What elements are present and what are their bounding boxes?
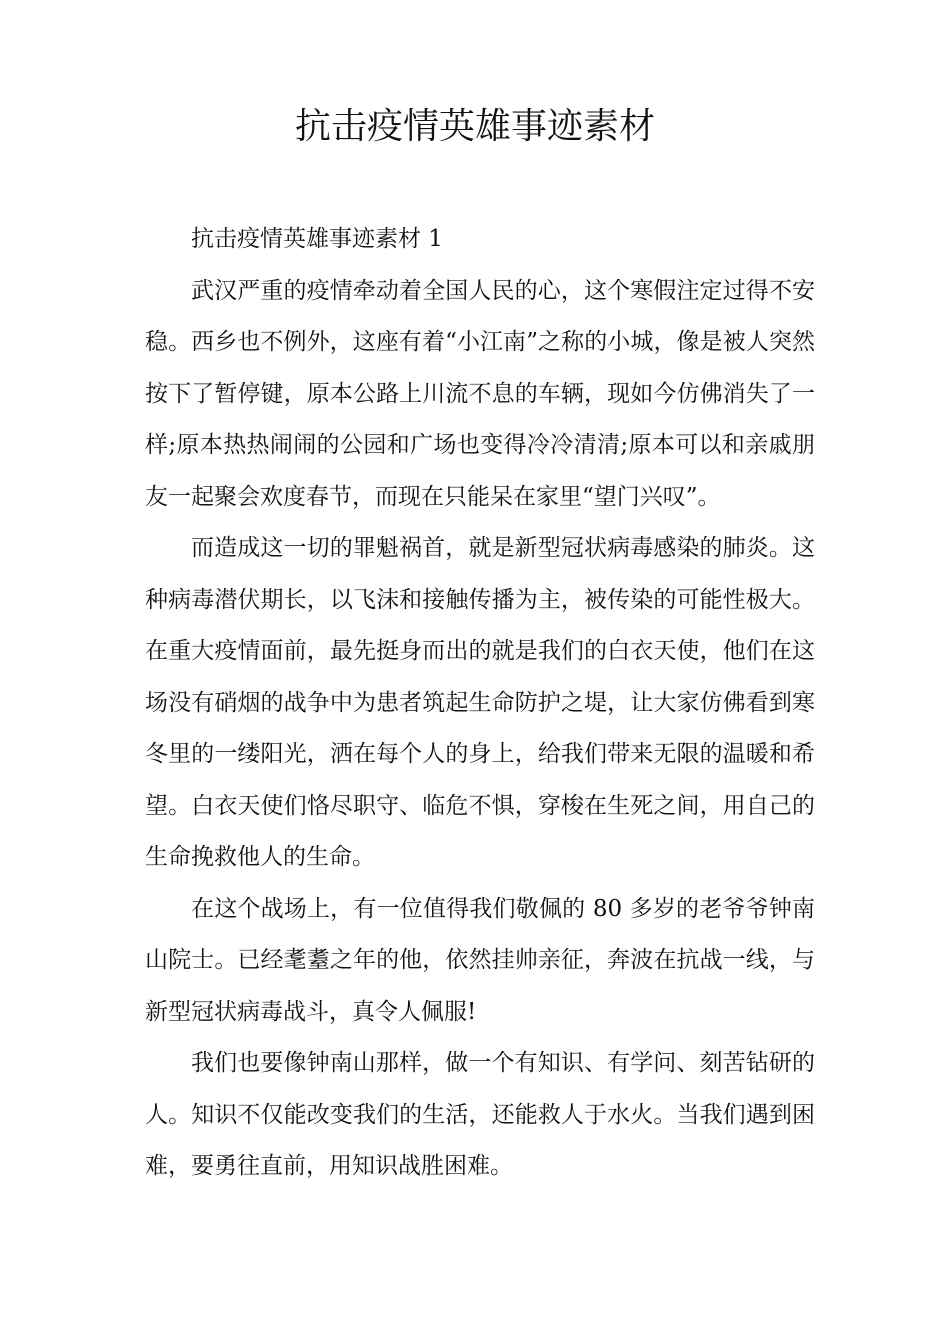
document-title: 抗击疫情英雄事迹素材 xyxy=(294,106,655,147)
paragraph-2: 而造成这一切的罪魁祸首，就是新型冠状病毒感染的肺炎。这种病毒潜伏期长，以飞沫和接触传播为主，被传染的可能性极大。在重大疫情面前，最先挺身而出的就是我们的白衣天使，他们在这场没有硝烟的战争中为患者筑起生命防护之堤，让大家仿佛看到寒冬里的一缕阳光，洒在每个人的身上，给我们带来无限的温暖和希望。白衣天使们恪尽职守、临危不惧，穿梭在生死之间，用自己的生命挽救他人的生命。 xyxy=(145,535,815,870)
paragraph-3: 在这个战场上，有一位值得我们敬佩的 80 多岁的老爷爷钟南山院士。已经耄耋之年的他，依然挂帅亲征，奔波在抗战一线，与新型冠状病毒战斗，真令人佩服! xyxy=(145,895,815,1025)
section-subheading: 抗击疫情英雄事迹素材 1 xyxy=(191,226,443,252)
paragraph-4: 我们也要像钟南山那样，做一个有知识、有学问、刻苦钻研的人。知识不仅能改变我们的生活，还能救人于水火。当我们遇到困难，要勇往直前，用知识战胜困难。 xyxy=(145,1050,815,1179)
paragraph-1: 武汉严重的疫情牵动着全国人民的心，这个寒假注定过得不安稳。西乡也不例外，这座有着“小江南”之称的小城，像是被人突然按下了暂停键，原本公路上川流不息的车辆，现如今仿佛消失了一样;原本热热闹闹的公园和广场也变得冷冷清清;原本可以和亲戚朋友一起聚会欢度春节，而现在只能呆在家里“望门兴叹”。 xyxy=(145,277,815,510)
document-body xyxy=(145,214,815,1193)
